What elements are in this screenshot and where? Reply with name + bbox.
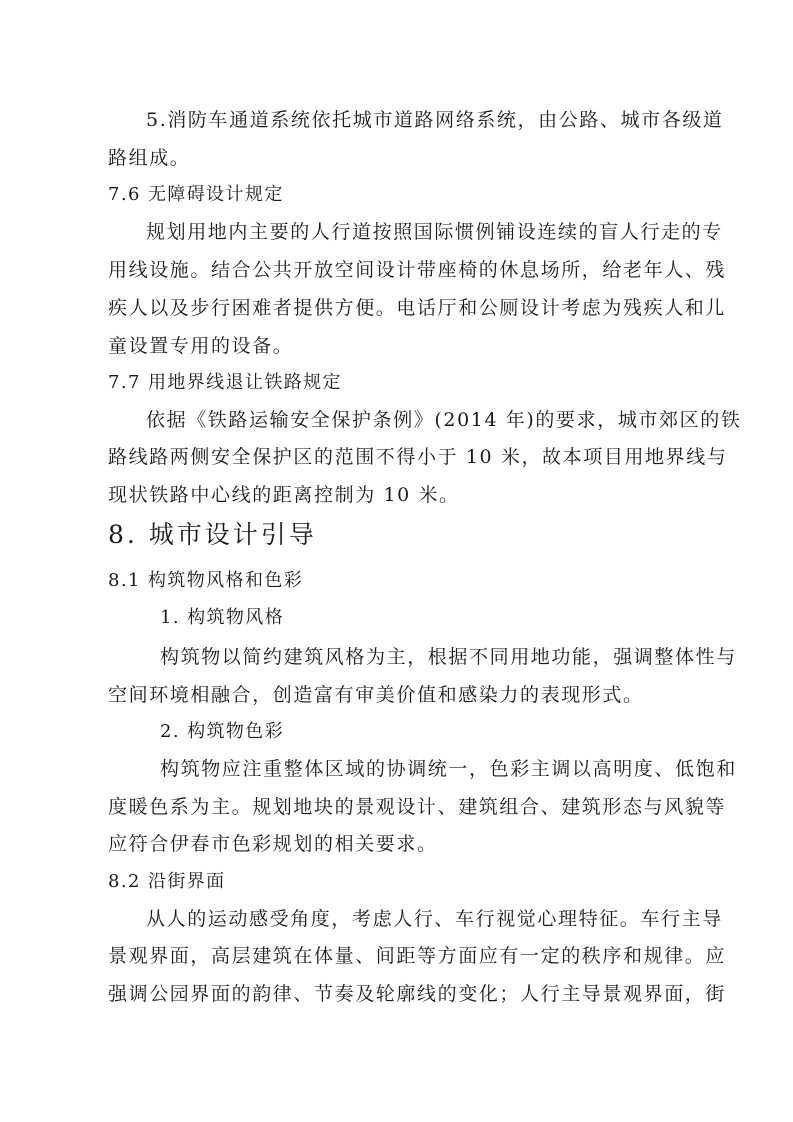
paragraph-line: 疾人以及步行困难者提供方便。电话厅和公厕设计考虑为残疾人和儿	[108, 297, 727, 319]
paragraph-line: 路组成。	[108, 147, 191, 169]
section-heading-7-6: 7.6 无障碍设计规定	[108, 184, 284, 205]
paragraph-line: 依据《铁路运输安全保护条例》(2014 年)的要求，城市郊区的铁	[146, 409, 742, 431]
list-item-heading: 2. 构筑物色彩	[160, 721, 285, 742]
paragraph-line: 现状铁路中心线的距离控制为 10 米。	[108, 484, 460, 506]
section-heading-7-7: 7.7 用地界线退让铁路规定	[108, 372, 342, 393]
list-item-heading: 1. 构筑物风格	[160, 607, 285, 628]
paragraph-line: 度暖色系为主。规划地块的景观设计、建筑组合、建筑形态与风貌等	[108, 796, 727, 818]
paragraph-line: 构筑物应注重整体区域的协调统一，色彩主调以高明度、低饱和	[160, 758, 737, 780]
paragraph-line: 5.消防车通道系统依托城市道路网络系统，由公路、城市各级道	[146, 109, 724, 131]
paragraph-line: 从人的运动感受角度，考虑人行、车行视觉心理特征。车行主导	[146, 908, 723, 930]
paragraph-line: 景观界面，高层建筑在体量、间距等方面应有一定的秩序和规律。应	[108, 945, 727, 967]
chapter-heading-8: 8. 城市设计引导	[108, 520, 317, 549]
paragraph-line: 强调公园界面的韵律、节奏及轮廓线的变化；人行主导景观界面，街	[108, 983, 727, 1005]
paragraph-line: 路线路两侧安全保护区的范围不得小于 10 米，故本项目用地界线与	[108, 446, 728, 468]
paragraph-line: 构筑物以简约建筑风格为主，根据不同用地功能，强调整体性与	[160, 646, 737, 668]
paragraph-line: 童设置专用的设备。	[108, 335, 294, 357]
paragraph-line: 用线设施。结合公共开放空间设计带座椅的休息场所，给老年人、残	[108, 259, 727, 281]
paragraph-line: 应符合伊春市色彩规划的相关要求。	[108, 833, 438, 855]
paragraph-line: 规划用地内主要的人行道按照国际惯例铺设连续的盲人行走的专	[146, 221, 723, 243]
section-heading-8-2: 8.2 沿街界面	[108, 871, 226, 892]
paragraph-line: 空间环境相融合，创造富有审美价值和感染力的表现形式。	[108, 684, 644, 706]
section-heading-8-1: 8.1 构筑物风格和色彩	[108, 570, 304, 591]
